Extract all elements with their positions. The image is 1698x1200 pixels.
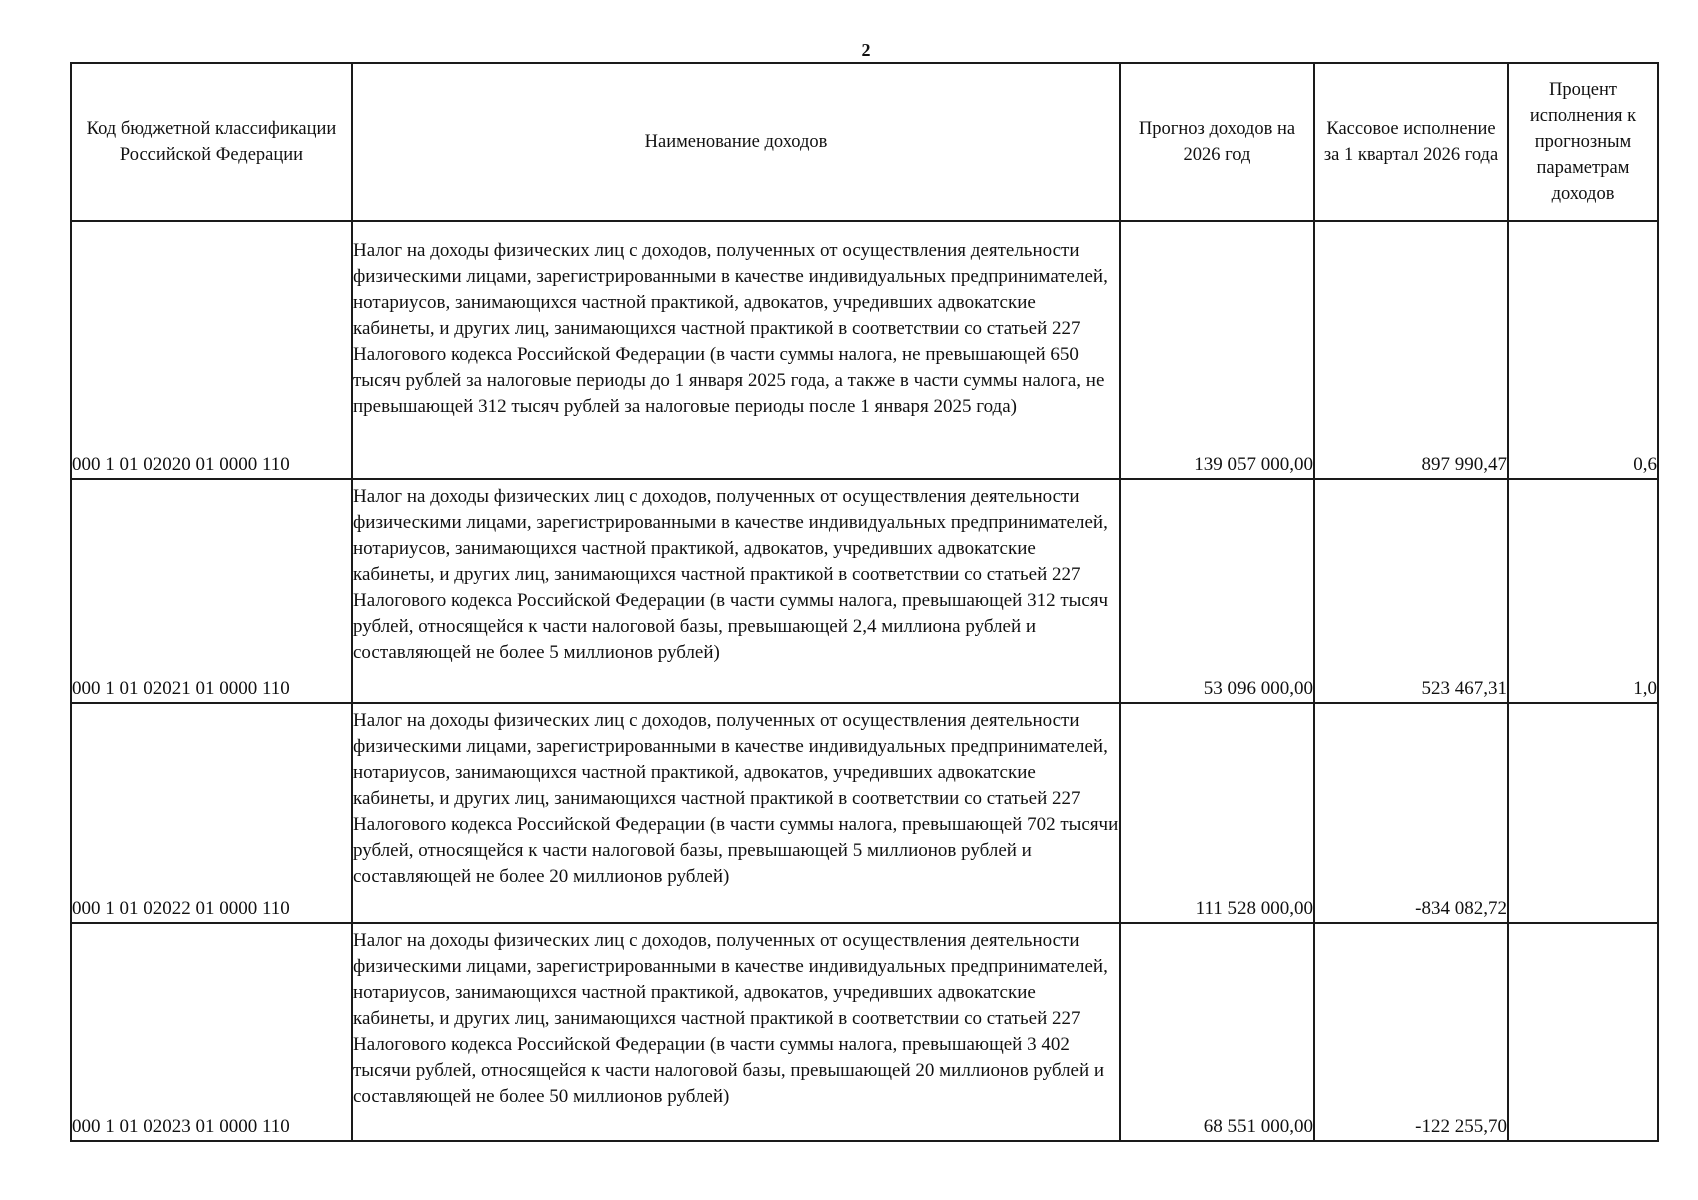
header-name: Наименование доходов [352, 63, 1120, 221]
table-header-row [71, 63, 1658, 221]
row-execution: -122 255,70 [1314, 923, 1508, 1141]
row-percent: 0,6 [1508, 221, 1658, 479]
row-forecast: 111 528 000,00 [1120, 703, 1314, 923]
table-row [71, 479, 1658, 703]
row-name: Налог на доходы физических лиц с доходов, полученных от осуществления деятельности физическими лицами, зарегистрированными в качестве индивидуальных предпринимателей, нотариусов, занимающихся частной практикой, адвокатов, учредивших адвокатские кабинеты, и других лиц, занимающихся частной практикой в соответствии со статьей 227 Налогового кодекса Российской Федерации (в части суммы налога, не превышающей 650 тысяч рублей за налоговые периоды до 1 января 2025 года, а также в части суммы налога, не превышающей 312 тысяч рублей за налоговые периоды после 1 января 2025 года) [352, 221, 1120, 479]
revenue-table [70, 62, 1659, 1142]
row-name: Налог на доходы физических лиц с доходов, полученных от осуществления деятельности физическими лицами, зарегистрированными в качестве индивидуальных предпринимателей, нотариусов, занимающихся частной практикой, адвокатов, учредивших адвокатские кабинеты, и других лиц, занимающихся частной практикой в соответствии со статьей 227 Налогового кодекса Российской Федерации (в части суммы налога, превышающей 312 тысяч рублей, относящейся к части налоговой базы, превышающей 2,4 миллиона рублей и составляющей не более 5 миллионов рублей) [352, 479, 1120, 703]
header-percent: Процент исполнения к прогнозным параметрам доходов [1508, 63, 1658, 221]
page-number: 2 [861, 40, 871, 60]
row-execution: -834 082,72 [1314, 703, 1508, 923]
table-row [71, 221, 1658, 479]
row-execution: 523 467,31 [1314, 479, 1508, 703]
row-forecast: 53 096 000,00 [1120, 479, 1314, 703]
row-name: Налог на доходы физических лиц с доходов, полученных от осуществления деятельности физическими лицами, зарегистрированными в качестве индивидуальных предпринимателей, нотариусов, занимающихся частной практикой, адвокатов, учредивших адвокатские кабинеты, и других лиц, занимающихся частной практикой в соответствии со статьей 227 Налогового кодекса Российской Федерации (в части суммы налога, превышающей 702 тысячи рублей, относящейся к части налоговой базы, превышающей 5 миллионов рублей и составляющей не более 20 миллионов рублей) [352, 703, 1120, 923]
row-name: Налог на доходы физических лиц с доходов, полученных от осуществления деятельности физическими лицами, зарегистрированными в качестве индивидуальных предпринимателей, нотариусов, занимающихся частной практикой, адвокатов, учредивших адвокатские кабинеты, и других лиц, занимающихся частной практикой в соответствии со статьей 227 Налогового кодекса Российской Федерации (в части суммы налога, превышающей 3 402 тысячи рублей, относящейся к части налоговой базы, превышающей 20 миллионов рублей и составляющей не более 50 миллионов рублей) [352, 923, 1120, 1141]
row-code: 000 1 01 02021 01 0000 110 [71, 479, 352, 703]
row-forecast: 139 057 000,00 [1120, 221, 1314, 479]
row-percent [1508, 703, 1658, 923]
table-row [71, 923, 1658, 1141]
row-forecast: 68 551 000,00 [1120, 923, 1314, 1141]
table-row [71, 703, 1658, 923]
header-code: Код бюджетной классификации Российской Федерации [71, 63, 352, 221]
header-execution: Кассовое исполнение за 1 квартал 2026 года [1314, 63, 1508, 221]
row-percent [1508, 923, 1658, 1141]
row-code: 000 1 01 02023 01 0000 110 [71, 923, 352, 1141]
row-execution: 897 990,47 [1314, 221, 1508, 479]
header-forecast: Прогноз доходов на 2026 год [1120, 63, 1314, 221]
row-code: 000 1 01 02020 01 0000 110 [71, 221, 352, 479]
row-percent: 1,0 [1508, 479, 1658, 703]
row-code: 000 1 01 02022 01 0000 110 [71, 703, 352, 923]
